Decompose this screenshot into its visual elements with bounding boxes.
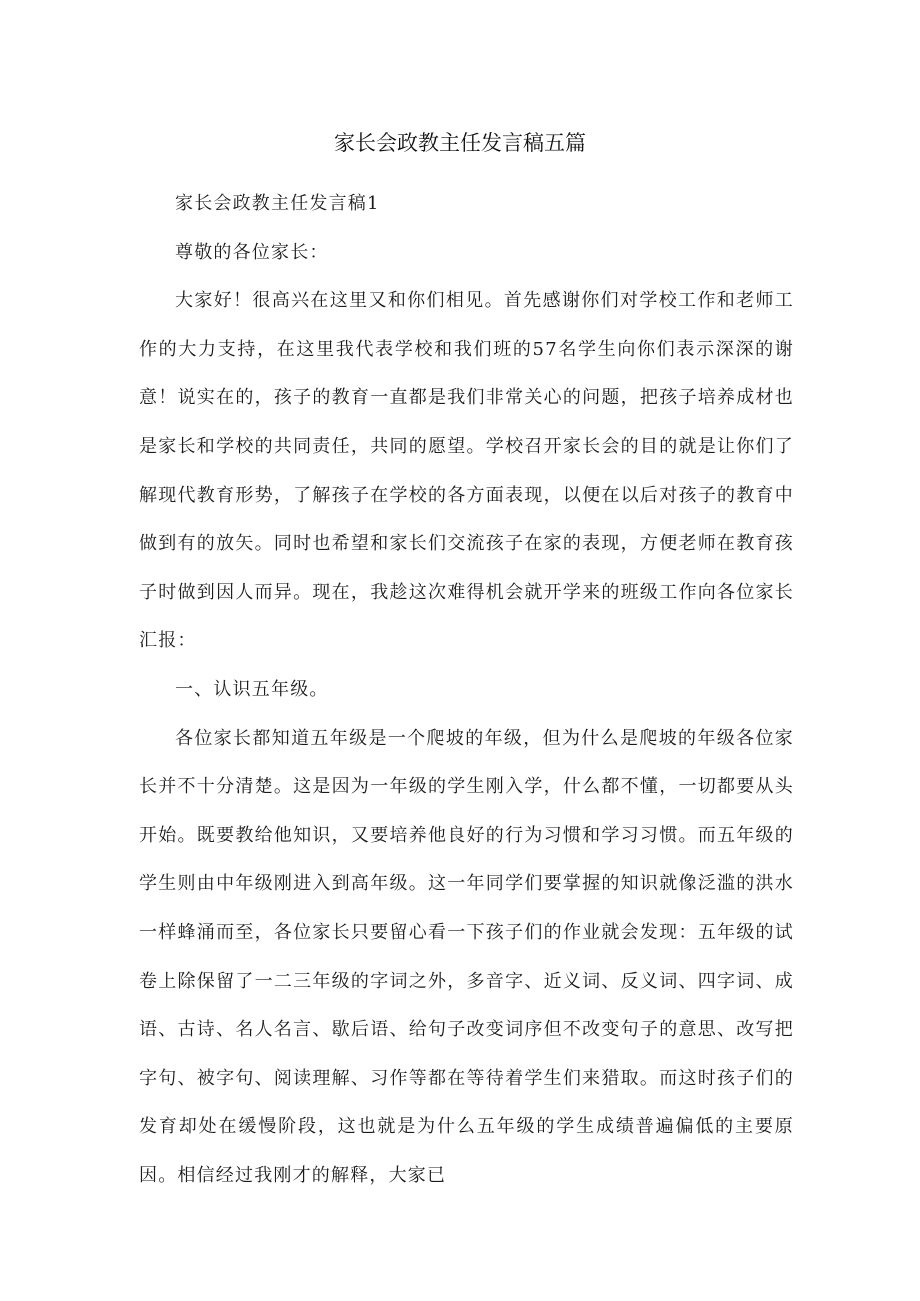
paragraph-greeting: 大家好！很高兴在这里又和你们相见。首先感谢你们对学校工作和老师工作的大力支持，在这里我代表学校和我们班的57名学生向你们表示深深的谢意！说实在的，孩子的教育一直都是我们非常关心的问题，把孩子培养成材也是家长和学校的共同责任，共同的愿望。学校召开家长会的目的就是让你们了解现代教育形势，了解孩子在学校的各方面表现，以便在以后对孩子的教育中做到有的放矢。同时也希望和家长们交流孩子在家的表现，方便老师在教育孩子时做到因人而异。现在，我趁这次难得机会就开学来的班级工作向各位家长汇报： bbox=[139, 290, 794, 652]
document-title: 家长会政教主任发言稿五篇 bbox=[334, 131, 586, 155]
document-body bbox=[139, 180, 794, 1200]
section-heading: 家长会政教主任发言稿1 bbox=[175, 193, 380, 214]
paragraph-grade-five: 各位家长都知道五年级是一个爬坡的年级，但为什么是爬坡的年级各位家长并不十分清楚。这是因为一年级的学生刚入学，什么都不懂，一切都要从头开始。既要教给他知识，又要培养他良好的行为习惯和学习习惯。而五年级的学生则由中年级刚进入到高年级。这一年同学们要掌握的知识就像泛滥的洪水一样蜂涌而至，各位家长只要留心看一下孩子们的作业就会发现：五年级的试卷上除保留了一二三年级的字词之外，多音字、近义词、反义词、四字词、成语、古诗、名人名言、歇后语、给句子改变词序但不改变句子的意思、改写把字句、被字句、阅读理解、习作等都在等待着学生们来猎取。而这时孩子们的发育却处在缓慢阶段，这也就是为什么五年级的学生成绩普遍偏低的主要原因。相信经过我刚才的解释，大家已 bbox=[139, 727, 794, 1186]
subsection-heading: 一、认识五年级。 bbox=[175, 678, 329, 700]
salutation: 尊敬的各位家长： bbox=[175, 241, 329, 263]
